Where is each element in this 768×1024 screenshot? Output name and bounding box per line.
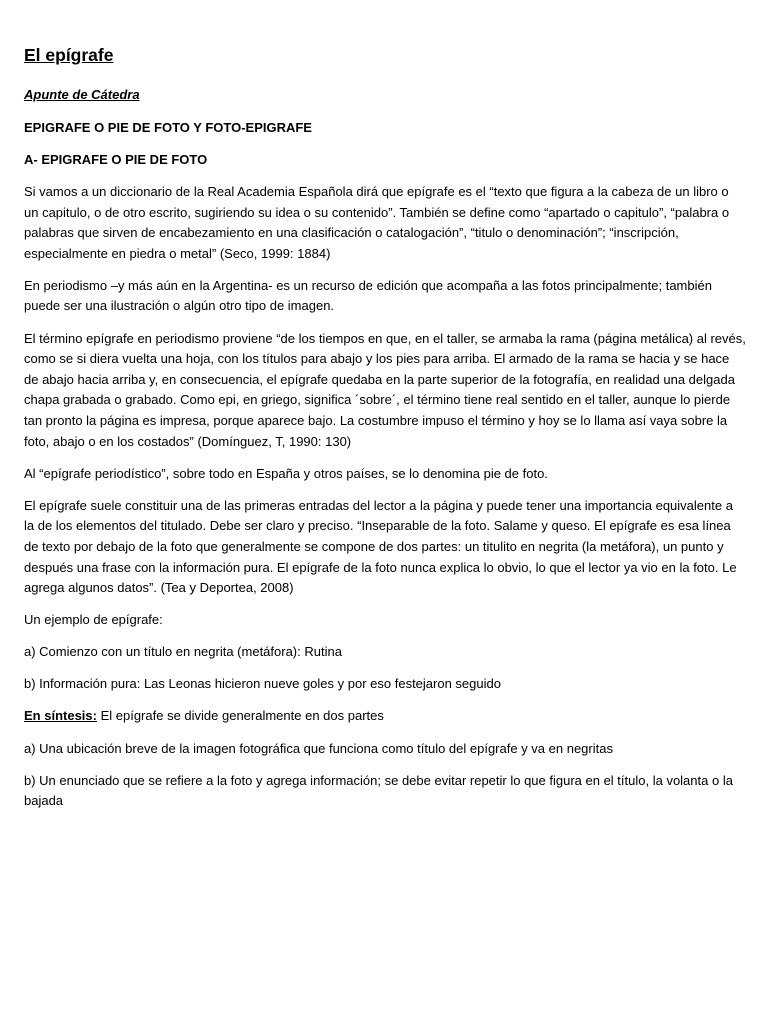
paragraph-function: El epígrafe suele constituir una de las primeras entradas del lector a la página y puede tener una importancia equivalente a la de los elementos del titulado. Debe ser claro y preciso. “Inseparable de la foto. Salame y queso. El epígrafe es esa línea de texto por debajo de la foto que generalmente se compone de dos partes: un titulito en negrita (la metáfora), un punto y después una frase con la información pura. El epígrafe de la foto nunca explica lo obvio, lo que el lector ya vio en la foto. Le agrega algunos datos”. (Tea y Deportea, 2008) xyxy=(24,497,737,596)
paragraph-example-a: a) Comienzo con un título en negrita (metáfora): Rutina xyxy=(24,644,342,660)
document-title: El epígrafe xyxy=(24,45,114,65)
synthesis-label: En síntesis: xyxy=(24,708,97,724)
paragraph-synthesis xyxy=(24,706,746,727)
paragraph-periodismo: En periodismo –y más aún en la Argentina- es un recurso de edición que acompaña a las fotos principalmente; también puede ser una ilustración o algún otro tipo de imagen. xyxy=(24,277,712,314)
document-subtitle: Apunte de Cátedra xyxy=(24,87,140,102)
final-point-a: a) Una ubicación breve de la imagen fotográfica que funciona como título del epígrafe y va en negritas xyxy=(24,740,613,756)
paragraph-pie-de-foto: Al “epígrafe periodístico”, sobre todo en España y otros países, se lo denomina pie de foto. xyxy=(24,465,548,481)
paragraph-example-b: b) Información pura: Las Leonas hicieron nueve goles y por eso festejaron seguido xyxy=(24,676,501,692)
paragraph-example-intro: Un ejemplo de epígrafe: xyxy=(24,612,163,628)
main-heading: EPIGRAFE O PIE DE FOTO Y FOTO-EPIGRAFE xyxy=(24,120,312,135)
section-a-heading: A- EPIGRAFE O PIE DE FOTO xyxy=(24,152,208,167)
final-point-b: b) Un enunciado que se refiere a la foto y agrega información; se debe evitar repetir lo que figura en el título, la volanta o la bajada xyxy=(24,772,733,809)
synthesis-text: El epígrafe se divide generalmente en dos partes xyxy=(96,708,384,724)
paragraph-origin: El término epígrafe en periodismo proviene “de los tiempos en que, en el taller, se armaba la rama (página metálica) al revés, como se si diera vuelta una hoja, con los títulos para abajo y los pies para arriba. El armado de la rama se hacia y se hace de abajo hacia arriba y, en consecuencia, el epígrafe quedaba en la parte superior de la fotografía, en realidad una delgada chapa grabada o grabado. Como epi, en griego, significa ´sobre´, el término tiene real sentido en el taller, aunque lo pierde tan pronto la página es impresa, porque aparece bajo. La costumbre impuso el término y hoy se lo llama así vaya sobre la foto, abajo o en los costados” (Domínguez, T, 1990: 130) xyxy=(24,330,746,449)
paragraph-definition: Si vamos a un diccionario de la Real Academia Española dirá que epígrafe es el “texto que figura a la cabeza de un libro o un capitulo, o de otro escrito, sugiriendo su idea o su contenido”. También se define como “apartado o capitulo”, “palabra o palabras que sirven de encabezamiento en una clasificación o catalogación”, “titulo o denominación”; “inscripción, especialmente en piedra o metal” (Seco, 1999: 1884) xyxy=(24,184,730,261)
